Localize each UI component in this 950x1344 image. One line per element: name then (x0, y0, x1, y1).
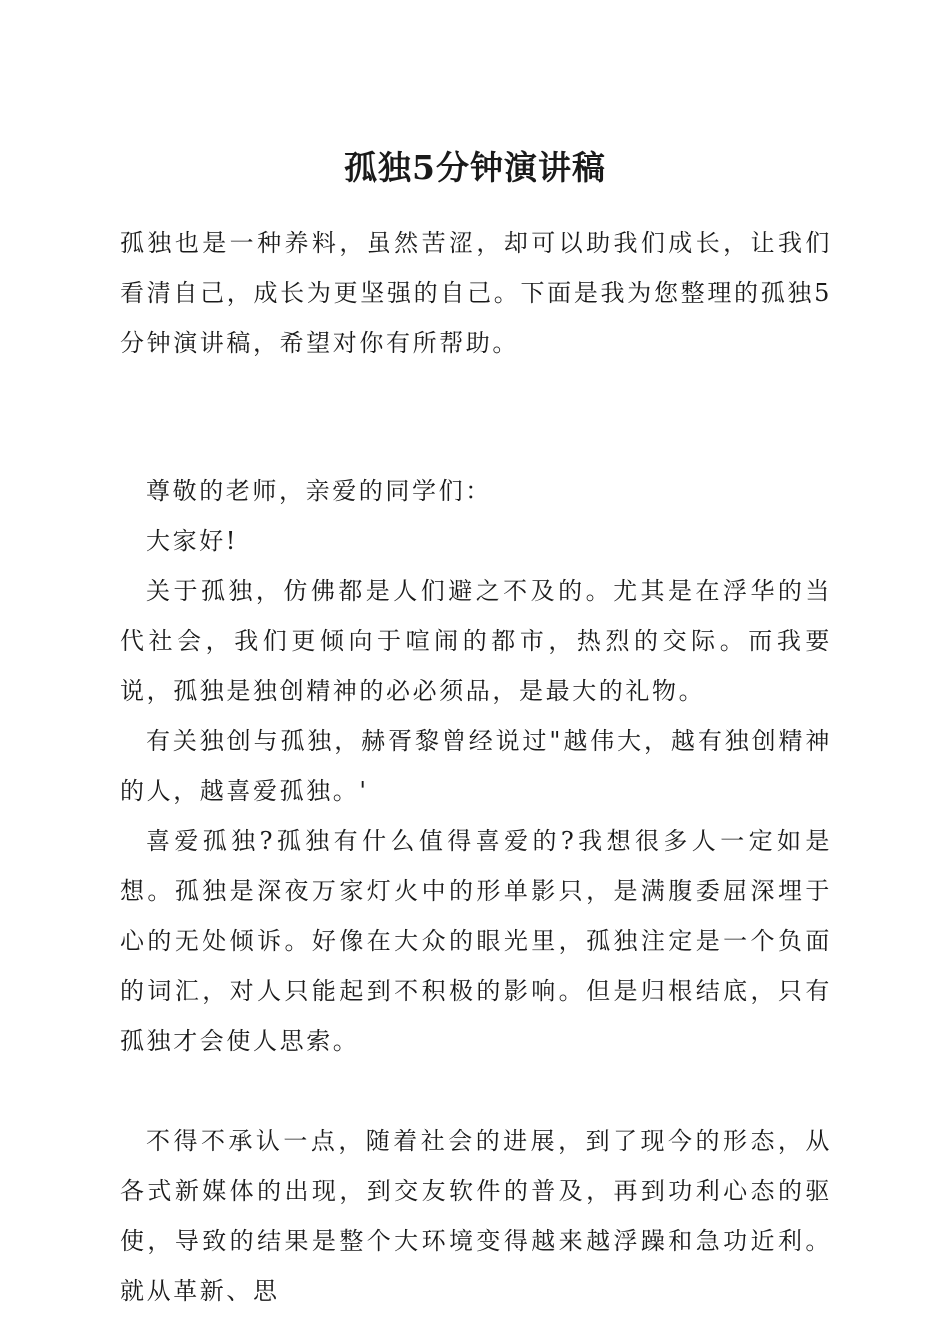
greeting: 大家好! (146, 527, 239, 555)
document-title: 孤独5分钟演讲稿 (344, 148, 606, 187)
body-paragraph-2: 有关独创与孤独，赫胥黎曾经说过"越伟大，越有独创精神的人，越喜爱孤独。' (120, 727, 832, 805)
intro-paragraph: 孤独也是一种养料，虽然苦涩，却可以助我们成长，让我们看清自己，成长为更坚强的自己。下面是我为您整理的孤独5分钟演讲稿，希望对你有所帮助。 (120, 229, 832, 357)
paragraph-gap (120, 1066, 832, 1116)
body-paragraph-4: 不得不承认一点，随着社会的进展，到了现今的形态，从各式新媒体的出现，到交友软件的普及，再到功利心态的驱使，导致的结果是整个大环境变得越来越浮躁和急功近利。就从革新、思 (120, 1127, 832, 1305)
speech-body (120, 466, 832, 1316)
intro-section (120, 218, 832, 368)
body-paragraph-3: 喜爱孤独?孤独有什么值得喜爱的?我想很多人一定如是想。孤独是深夜万家灯火中的形单影只，是满腹委屈深埋于心的无处倾诉。好像在大众的眼光里，孤独注定是一个负面的词汇，对人只能起到不积极的影响。但是归根结底，只有孤独才会使人思索。 (120, 827, 832, 1055)
salutation: 尊敬的老师，亲爱的同学们： (146, 477, 492, 505)
body-paragraph-1: 关于孤独，仿佛都是人们避之不及的。尤其是在浮华的当代社会，我们更倾向于喧闹的都市，热烈的交际。而我要说，孤独是独创精神的必必须品，是最大的礼物。 (120, 577, 832, 705)
